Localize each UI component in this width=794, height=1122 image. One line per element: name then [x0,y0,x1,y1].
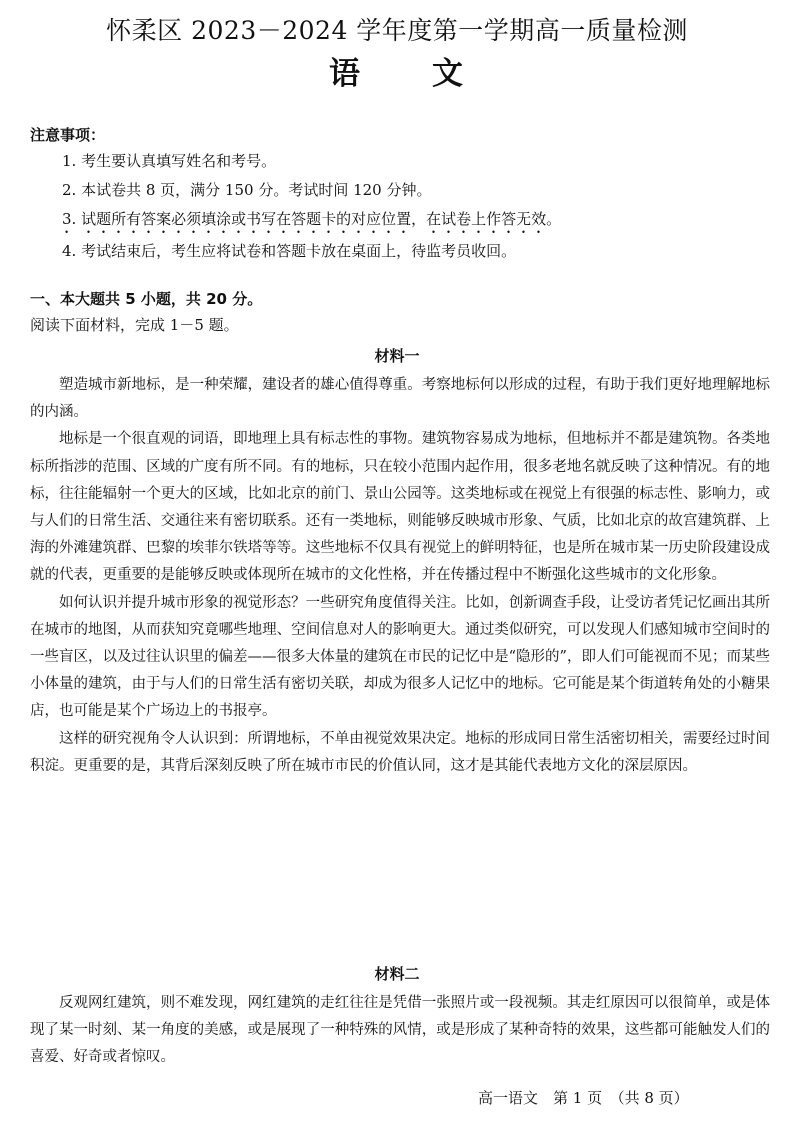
paragraph: 反观网红建筑，则不难发现，网红建筑的走红往往是凭借一张照片或一段视频。其走红原因可以很简单，或是体现了某一时刻、某一角度的美感，或是展现了一种特殊的风情，或是形成了某种奇特的效果，这些都可能触发人们的喜爱、好奇或者惊叹。 [30,995,770,1066]
subject-title [0,54,794,94]
section-instruction: 阅读下面材料，完成 1－5 题。 [30,316,239,334]
subject-char-1: 语 [329,56,362,92]
section-heading: 一、本大题共 5 小题，共 20 分。 [30,290,263,308]
notice-item: 2. 本试卷共 8 页，满分 150 分。考试时间 120 分钟。 [62,181,432,199]
notice-heading: 注意事项： [30,126,106,144]
notice-item: 1. 考生要认真填写姓名和考号。 [62,152,277,170]
paragraph: 塑造城市新地标，是一种荣耀，建设者的雄心值得尊重。考察地标何以形成的过程，有助于我们更好地理解地标的内涵。 [30,377,770,421]
material1-title: 材料一 [374,347,420,365]
material1-body [30,372,770,780]
paragraph: 地标是一个很直观的词语，即地理上具有标志性的事物。建筑物容易成为地标，但地标并不都是建筑物。各类地标所指涉的范围、区域的广度有所不同。有的地标，只在较小范围内起作用，很多老地名就反映了这种情况。有的地标，往往能辐射一个更大的区域，比如北京的前门、景山公园等。这类地标或在视觉上有很强的标志性、影响力，或与人们的日常生活、交通往来有密切联系。还有一类地标，则能够反映城市形象、气质，比如北京的故宫建筑群、上海的外滩建筑群、巴黎的埃菲尔铁塔等等。这些地标不仅具有视觉上的鲜明特征，也是所在城市某一历史阶段建设成就的代表，更重要的是能够反映或体现所在城市的文化性格，并在传播过程中不断强化这些城市的文化形象。 [30,431,770,584]
notice-item: 3. 试题所有答案必须填涂或书写在答题卡的对应位置，在试卷上作答无效。 [62,210,562,228]
notice-list [62,147,762,266]
notice-item: 4. 考试结束后，考生应将试卷和答题卡放在桌面上，待监考员收回。 [62,242,517,260]
material2-body [30,990,770,1072]
paragraph: 如何认识并提升城市形象的视觉形态？一些研究角度值得关注。比如，创新调查手段，让受访者凭记忆画出其所在城市的地图，从而获知究竟哪些地理、空间信息对人的影响更大。通过类似研究，可以发现人们感知城市空间时的一些盲区，以及过往认识里的偏差——很多大体量的建筑在市民的记忆中是“隐形的”，即人们可能视而不见；而某些小体量的建筑，由于与人们的日常生活有密切关联，却成为很多人记忆中的地标。它可能是某个街道转角处的小糖果店，也可能是某个广场边上的书报亭。 [30,594,770,720]
material2-title: 材料二 [374,965,420,983]
subject-char-2: 文 [432,56,465,92]
exam-title: 怀柔区 2023－2024 学年度第一学期高一质量检测 [106,16,688,45]
page-footer: 高一语文 第 1 页 （共 8 页） [478,1089,689,1107]
paragraph: 这样的研究视角令人认识到：所谓地标，不单由视觉效果决定。地标的形成同日常生活密切相关，需要经过时间积淀。更重要的是，其背后深刻反映了所在城市市民的价值认同，这才是其能代表地方文化的深层原因。 [30,730,770,774]
